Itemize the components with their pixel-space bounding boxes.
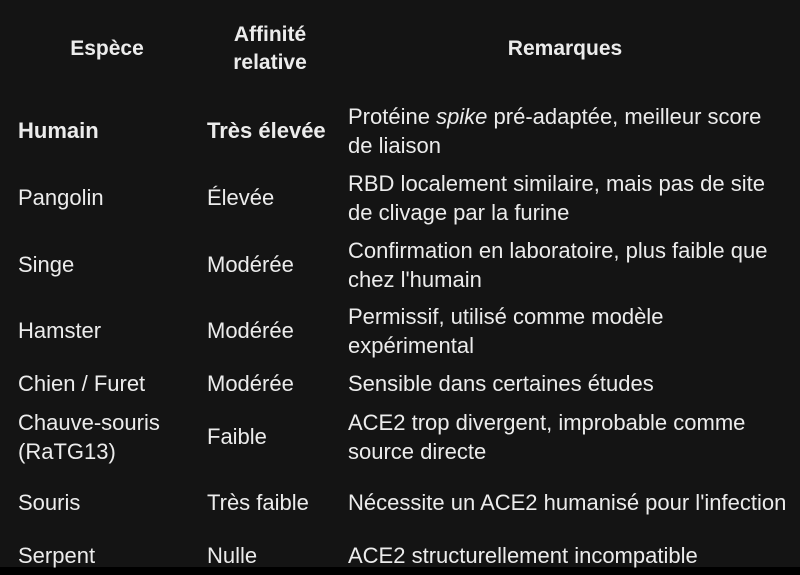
remarques-part: pré-adaptée, meilleur score de liaison [348,103,762,158]
cell-remarques: Sensible dans certaines études [348,370,654,396]
cell-affinite: Très élevée [207,118,326,143]
table-row [0,535,790,575]
cell-affinite: Nulle [207,542,258,568]
cell-affinite: Modérée [207,252,294,277]
cell-espece: Hamster [18,318,102,343]
remarques-emphasis: spike [436,103,488,129]
cell-espece: Humain [18,118,99,143]
table-row [0,97,790,164]
cell-remarques: Permissif, utilisé comme modèle expérimental [348,303,664,358]
cell-espece: Serpent [18,542,96,568]
cell-remarques: ACE2 trop divergent, improbable comme source directe [348,409,746,464]
header-remarques: Remarques [507,36,623,60]
cell-espece: Singe [18,252,75,277]
table-row [0,231,790,298]
cell-remarques: Nécessite un ACE2 humanisé pour l'infection [348,490,787,515]
cell-espece: Chien / Furet [18,370,146,396]
cell-affinite: Élevée [207,185,275,210]
cell-affinite: Faible [207,424,267,449]
cell-remarques: ACE2 structurellement incompatible [348,542,698,568]
table-row [0,298,790,363]
cell-remarques: Confirmation en laboratoire, plus faible que chez l'humain [348,237,768,292]
cell-affinite: Modérée [207,370,294,396]
remarques-part: Protéine [348,103,437,129]
cell-remarques: RBD localement similaire, mais pas de site de clivage par la furine [348,170,765,225]
cell-remarques [340,97,790,164]
cell-espece: Souris [18,490,81,515]
header-espece: Espèce [70,36,144,60]
cell-espece: Chauve-souris (RaTG13) [18,409,160,464]
header-affinite-line2: relative [233,50,307,74]
table-row [0,164,790,231]
cell-espece: Pangolin [18,185,104,210]
table-row [0,470,790,535]
cell-affinite: Modérée [207,318,294,343]
table-row [0,403,790,470]
cell-affinite: Très faible [207,490,309,515]
table-row [0,363,790,403]
header-affinite [200,0,340,97]
table-header-row [0,0,790,97]
header-affinite-line1: Affinité [233,22,307,46]
